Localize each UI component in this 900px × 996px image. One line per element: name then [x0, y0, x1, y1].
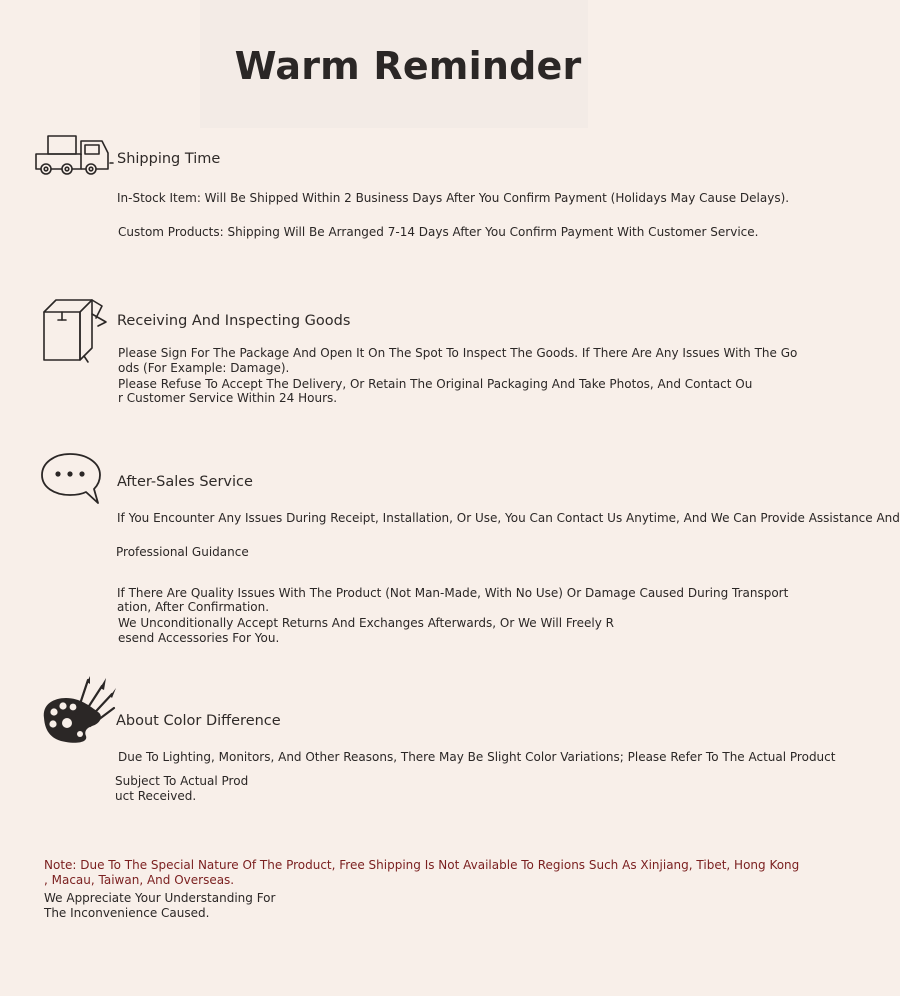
receiving-text: r Customer Service Within 24 Hours.	[118, 391, 338, 405]
shipping-text: Custom Products: Shipping Will Be Arranged 7-14 Days After You Confirm Payment With Customer Service.	[118, 225, 759, 239]
paint-palette-icon	[40, 676, 116, 746]
color-text: Subject To Actual Prod	[115, 774, 249, 788]
shipping-text: In-Stock Item: Will Be Shipped Within 2 Business Days After You Confirm Payment (Holidays May Cause Delays).	[117, 191, 790, 205]
receiving-text: ods (For Example: Damage).	[118, 361, 290, 375]
after-sales-text: We Unconditionally Accept Returns And Exchanges Afterwards, Or We Will Freely R	[118, 616, 614, 630]
receiving-section-title: Receiving And Inspecting Goods	[117, 313, 351, 329]
receiving-text: Please Sign For The Package And Open It On The Spot To Inspect The Goods. If There Are Any Issues With The Go	[118, 346, 798, 360]
receiving-text: Please Refuse To Accept The Delivery, Or Retain The Original Packaging And Take Photos, And Contact Ou	[118, 377, 753, 391]
shipping-note: , Macau, Taiwan, And Overseas.	[44, 873, 235, 887]
shipping-note: Note: Due To The Special Nature Of The Product, Free Shipping Is Not Available To Regions Such As Xinjiang, Tibet, Hong Kong	[44, 858, 800, 872]
after-sales-text: If There Are Quality Issues With The Product (Not Man-Made, With No Use) Or Damage Caused During Transport	[117, 586, 789, 600]
appreciation-text: The Inconvenience Caused.	[44, 906, 210, 920]
after-sales-text: ation, After Confirmation.	[117, 600, 270, 614]
package-box-icon	[40, 296, 114, 366]
after-sales-section-title: After-Sales Service	[117, 474, 253, 490]
color-text: Due To Lighting, Monitors, And Other Reasons, There May Be Slight Color Variations; Please Refer To The Actual Product	[118, 750, 836, 764]
after-sales-text: If You Encounter Any Issues During Receipt, Installation, Or Use, You Can Contact Us Anytime, And We Can Provide Assistance And	[117, 511, 900, 525]
after-sales-text: Professional Guidance	[116, 545, 249, 559]
after-sales-text: esend Accessories For You.	[118, 631, 280, 645]
appreciation-text: We Appreciate Your Understanding For	[44, 891, 276, 905]
shipping-section-title: Shipping Time	[117, 151, 221, 167]
page-title: Warm Reminder	[234, 44, 582, 88]
delivery-truck-icon	[34, 133, 114, 179]
chat-bubble-icon	[40, 452, 104, 506]
color-text: uct Received.	[115, 789, 197, 803]
color-section-title: About Color Difference	[116, 713, 281, 729]
